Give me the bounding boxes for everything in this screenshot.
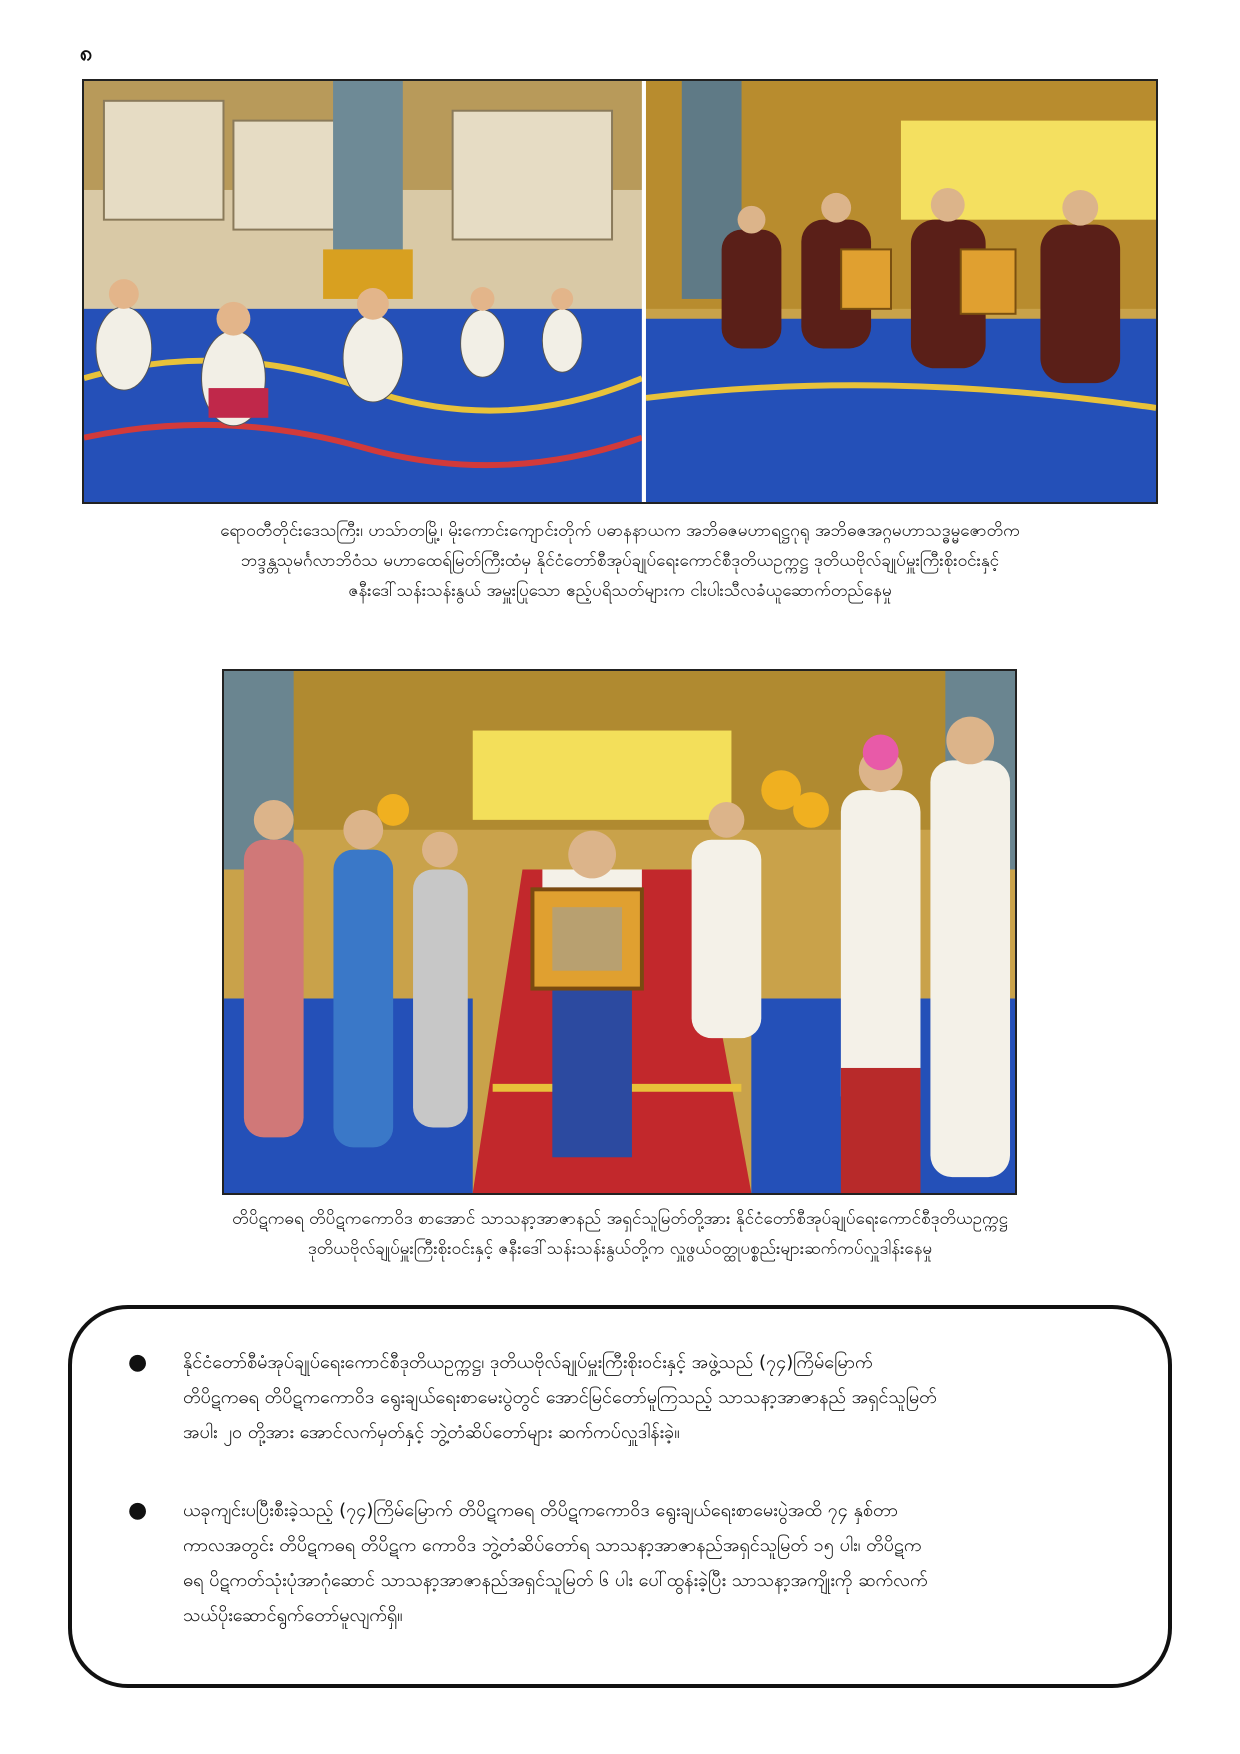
caption-line: တိပိဋကဓရ တိပိဋကကောဝိဒ စာအောင် သာသနာ့အာဇာနည် အရှင်သူမြတ်တို့အား နိုင်ငံတော်စီအုပ်ချုပ်ရေးကောင်စီဒုတိယဥက္ကဋ္ဌ [232, 1209, 1008, 1229]
award-presentation-icon [224, 671, 1015, 1193]
bullet-item [128, 1493, 1126, 1633]
photo-award-presentation [222, 669, 1017, 1195]
top-photo-caption [60, 516, 1180, 606]
bullet-line: သယ်ပိုးဆောင်ရွက်တော်မူလျက်ရှိ။ [183, 1605, 403, 1626]
page-number: ၈ [80, 41, 93, 66]
bullet-icon: ● [128, 1498, 148, 1523]
summary-box [68, 1305, 1172, 1688]
bullet-text [183, 1493, 1126, 1633]
caption-line: ရောဝတီတိုင်းဒေသကြီး၊ ဟသ်ာတမြို့၊ မိုးကောင်းကျောင်းတိုက် ပဓာနနာယက အဘိဓဇမဟာရဋ္ဌဂုရု အဘိဓဇအဂ္ဂမဟာသဒ္ဓမ္မဇောတိက [220, 521, 1020, 541]
bullet-line: ကာလအတွင်း တိပိဋကဓရ တိပိဋက ကောဝိဒ ဘွဲ့တံဆိပ်တော်ရ သာသနာ့အာဇာနည်အရှင်သူမြတ် ၁၅ ပါး၊ တိပိဋက [183, 1535, 922, 1556]
caption-line: ဒုတိယဗိုလ်ချုပ်မှူးကြီးစိုးဝင်းနှင့် ဇနီးဒေါ်သန်းသန်းနွယ်တို့က လှူဖွယ်ဝတ္ထုပစ္စည်းများဆက်ကပ်လှူဒါန်းနေမှု [307, 1239, 933, 1259]
monks-hall-audience-icon [84, 81, 1156, 502]
caption-line: ဇနီးဒေါ်သန်းသန်းနွယ် အမှူးပြုသော ဧည့်ပရိသတ်များက ငါးပါးသီလခံယူဆောက်တည်နေမှု [348, 581, 892, 601]
bullet-line: အပါး ၂၀ တို့အား အောင်လက်မှတ်နှင့် ဘွဲ့တံဆိပ်တော်များ ဆက်ကပ်လှူဒါန်းခဲ့။ [183, 1422, 680, 1443]
bullet-line: ဓရ ပိဋကတ်သုံးပုံအာဂုံဆောင် သာသနာ့အာဇာနည်အရှင်သူမြတ် ၆ ပါး ပေါ်ထွန်းခဲ့ပြီး သာသနာ့အကျိုးကို ဆက်လက် [183, 1570, 928, 1591]
bullet-line: နိုင်ငံတော်စီမံအုပ်ချုပ်ရေးကောင်စီဒုတိယဥက္ကဋ္ဌ၊ ဒုတိယဗိုလ်ချုပ်မှူးကြီးစိုးဝင်းနှင့် အဖွဲ့သည် (၇၄)ကြိမ်မြောက် [183, 1352, 873, 1373]
bullet-icon: ● [128, 1350, 148, 1375]
bullet-line: တိပိဋကဓရ တိပိဋကကောဝိဒ ရွေးချယ်ရေးစာမေးပွဲတွင် အောင်မြင်တော်မူကြသည့် သာသနာ့အာဇာနည် အရှင်သူမြတ် [183, 1387, 937, 1408]
bullet-text [183, 1345, 1126, 1450]
bullet-line: ယခုကျင်းပပြီးစီးခဲ့သည့် (၇၄)ကြိမ်မြောက် တိပိဋကဓရ တိပိဋကကောဝိဒ ရွေးချယ်ရေးစာမေးပွဲအထိ ၇၄ နှစ်တာ [183, 1500, 898, 1521]
bullet-item [128, 1345, 1126, 1450]
bottom-photo-caption [60, 1204, 1180, 1264]
caption-line: ဘဒ္ဒန္တသုမင်္ဂလာဘိဝံသ မဟာထေရ်မြတ်ကြီးထံမှ နိုင်ငံတော်စီအုပ်ချုပ်ရေးကောင်စီဒုတိယဥက္ကဋ္ဌ ဒုတိယဗိုလ်ချုပ်မှူးကြီးစိုးဝင်းနှင့် [240, 551, 1000, 571]
photo-ceremony-top [82, 79, 1158, 504]
